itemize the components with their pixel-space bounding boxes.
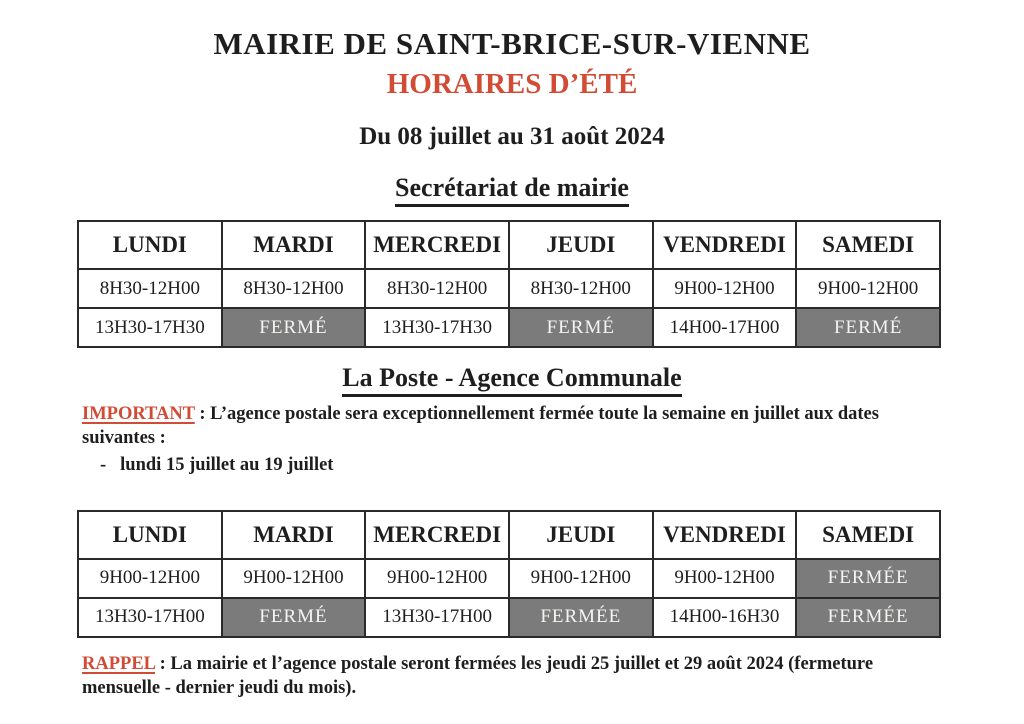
day-header: LUNDI (78, 511, 222, 559)
day-header: MARDI (222, 511, 366, 559)
closed-cell: FERMÉE (796, 598, 940, 637)
secretariat-heading-text: Secrétariat de mairie (395, 173, 629, 207)
important-notice (82, 402, 942, 451)
day-header: LUNDI (78, 221, 222, 269)
important-text: : L’agence postale sera exceptionnellement fermée toute la semaine en juillet aux dates suivantes : (82, 404, 879, 449)
schedule-row (78, 269, 940, 308)
rappel-notice (82, 652, 942, 701)
closed-cell: FERMÉ (509, 308, 653, 347)
secretariat-table-body (78, 269, 940, 347)
important-label: IMPORTANT (82, 404, 195, 424)
list-dash: - (100, 454, 107, 475)
page-subtitle: HORAIRES D’ÉTÉ (386, 68, 638, 100)
day-header: MERCREDI (365, 221, 509, 269)
hours-cell: 8H30-12H00 (78, 269, 222, 308)
day-header: MERCREDI (365, 511, 509, 559)
poste-table (77, 510, 941, 638)
closed-cell: FERMÉ (222, 598, 366, 637)
day-header: VENDREDI (653, 221, 797, 269)
hours-cell: 9H00-12H00 (78, 559, 222, 598)
hours-cell: 8H30-12H00 (365, 269, 509, 308)
day-header: SAMEDI (796, 511, 940, 559)
poste-table-body (78, 559, 940, 637)
closed-cell: FERMÉ (222, 308, 366, 347)
hours-cell: 13H30-17H30 (78, 308, 222, 347)
hours-cell: 9H00-12H00 (796, 269, 940, 308)
schedule-row (78, 559, 940, 598)
hours-cell: 14H00-17H00 (653, 308, 797, 347)
day-header: JEUDI (509, 221, 653, 269)
secretariat-table (77, 220, 941, 348)
closed-cell: FERMÉE (509, 598, 653, 637)
secretariat-table-head (78, 221, 940, 269)
day-header: VENDREDI (653, 511, 797, 559)
hours-cell: 8H30-12H00 (222, 269, 366, 308)
poste-heading (0, 363, 1024, 397)
hours-cell: 13H30-17H00 (365, 598, 509, 637)
rappel-label: RAPPEL (82, 653, 155, 674)
poste-table-head (78, 511, 940, 559)
day-header: JEUDI (509, 511, 653, 559)
hours-cell: 9H00-12H00 (653, 269, 797, 308)
hours-cell: 9H00-12H00 (222, 559, 366, 598)
hours-cell: 8H30-12H00 (509, 269, 653, 308)
rappel-text: : La mairie et l’agence postale seront fermées les jeudi 25 juillet et 29 août 2024 (fermeture mensuelle - dernier jeudi du mois). (82, 653, 874, 699)
hours-cell: 13H30-17H30 (365, 308, 509, 347)
poste-table-wrap (0, 510, 1024, 638)
schedule-row (78, 308, 940, 347)
hours-cell: 13H30-17H00 (78, 598, 222, 637)
day-header: MARDI (222, 221, 366, 269)
page-title: MAIRIE DE SAINT-BRICE-SUR-VIENNE (213, 26, 811, 61)
secretariat-table-wrap (0, 220, 1024, 348)
closed-cell: FERMÉE (796, 559, 940, 598)
schedule-row (78, 598, 940, 637)
closure-dates: lundi 15 juillet au 19 juillet (120, 454, 334, 475)
hours-cell: 14H00-16H30 (653, 598, 797, 637)
day-header: SAMEDI (796, 221, 940, 269)
closed-cell: FERMÉ (796, 308, 940, 347)
hours-cell: 9H00-12H00 (365, 559, 509, 598)
date-range: Du 08 juillet au 31 août 2024 (359, 123, 665, 150)
hours-cell: 9H00-12H00 (509, 559, 653, 598)
secretariat-heading (0, 173, 1024, 207)
poste-heading-text: La Poste - Agence Communale (342, 363, 681, 397)
header-row (78, 221, 940, 269)
header-row (78, 511, 940, 559)
closure-list-item (100, 455, 1024, 476)
hours-cell: 9H00-12H00 (653, 559, 797, 598)
